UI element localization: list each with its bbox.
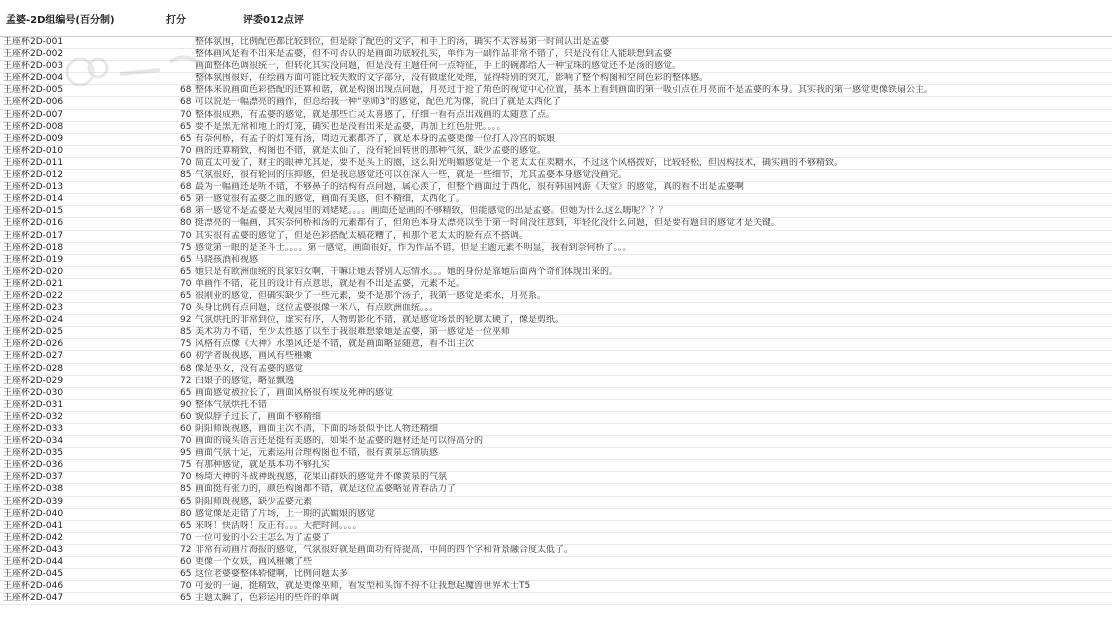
score-cell[interactable]: 70 bbox=[180, 436, 192, 447]
entry-id-cell[interactable]: 王座杯2D-039 bbox=[3, 496, 64, 507]
score-cell[interactable]: 85 bbox=[180, 484, 192, 495]
comment-cell[interactable]: 整体很成熟，有孟婆的感觉，就是那些亡灵太喜感了，仔细一看有点出戏画的太随意了点。 bbox=[195, 109, 556, 120]
comment-cell[interactable]: 整体画风是看不出来是孟婆，但不可否认的是画面功底较扎实，单作为一副作品非常不错了，只是没有让人能联想到孟婆 bbox=[195, 49, 673, 60]
entry-id-cell[interactable]: 王座杯2D-043 bbox=[3, 544, 64, 555]
table-row[interactable] bbox=[0, 327, 1112, 339]
entry-id-cell[interactable]: 王座杯2D-018 bbox=[3, 242, 64, 253]
table-row[interactable] bbox=[0, 97, 1112, 109]
comment-cell[interactable]: 一位可爱的小公主怎么为了孟婆了 bbox=[195, 532, 331, 543]
entry-id-cell[interactable]: 王座杯2D-022 bbox=[3, 290, 64, 301]
table-row[interactable] bbox=[0, 388, 1112, 400]
comment-cell[interactable]: 马晓孩酒和视感 bbox=[195, 254, 259, 265]
entry-id-cell[interactable]: 王座杯2D-001 bbox=[3, 37, 64, 47]
table-row[interactable] bbox=[0, 424, 1112, 436]
comment-cell[interactable]: 主题太瞬了，色彩运用的些许的单调 bbox=[195, 593, 340, 604]
table-row[interactable] bbox=[0, 146, 1112, 158]
comment-cell[interactable]: 整体气氛烘托不错 bbox=[195, 399, 268, 410]
table-row[interactable] bbox=[0, 460, 1112, 472]
score-cell[interactable]: 90 bbox=[180, 399, 192, 410]
score-cell[interactable]: 75 bbox=[180, 460, 192, 471]
entry-id-cell[interactable]: 王座杯2D-010 bbox=[3, 145, 64, 156]
entry-id-cell[interactable]: 王座杯2D-021 bbox=[3, 278, 64, 289]
comment-cell[interactable]: 整体氛围，比例配色都比较到位，但是除了配色的文字，和手上的汤，确实不太容易第一时间认出是孟婆 bbox=[195, 37, 610, 47]
score-cell[interactable]: 65 bbox=[180, 194, 192, 205]
table-row[interactable] bbox=[0, 400, 1112, 412]
score-cell[interactable]: 85 bbox=[180, 327, 192, 338]
score-cell[interactable]: 70 bbox=[180, 157, 192, 168]
entry-id-cell[interactable]: 王座杯2D-037 bbox=[3, 472, 64, 483]
entry-id-cell[interactable]: 王座杯2D-019 bbox=[3, 254, 64, 265]
score-cell[interactable]: 70 bbox=[180, 303, 192, 314]
table-row[interactable] bbox=[0, 315, 1112, 327]
entry-id-cell[interactable]: 王座杯2D-017 bbox=[3, 230, 64, 241]
table-row[interactable] bbox=[0, 521, 1112, 533]
table-row[interactable] bbox=[0, 182, 1112, 194]
comment-cell[interactable]: 非常有动画片海报的感觉，气氛很好就是画面功有待提高，中间的四个字和背景融合度太低了。 bbox=[195, 544, 574, 555]
comment-cell[interactable]: 阴阳师既视感，画面主次不清，下面的场景似乎比人物还精细 bbox=[195, 424, 439, 434]
table-row[interactable] bbox=[0, 339, 1112, 351]
table-row[interactable] bbox=[0, 472, 1112, 484]
comment-cell[interactable]: 像是巫女，没有孟婆的感觉 bbox=[195, 363, 304, 374]
entry-id-cell[interactable]: 王座杯2D-032 bbox=[3, 411, 64, 422]
comment-cell[interactable]: 更像一个女妖，画风稚嫩了些 bbox=[195, 557, 313, 568]
entry-id-cell[interactable]: 王座杯2D-009 bbox=[3, 133, 64, 144]
score-cell[interactable]: 60 bbox=[180, 351, 192, 362]
comment-cell[interactable]: 杨琦大神的斗战神既视感，花果山群妖的感觉并不像黄泉的气氛 bbox=[195, 472, 448, 483]
entry-id-cell[interactable]: 王座杯2D-033 bbox=[3, 424, 64, 434]
table-row[interactable] bbox=[0, 376, 1112, 388]
entry-id-cell[interactable]: 王座杯2D-020 bbox=[3, 266, 64, 277]
entry-id-cell[interactable]: 王座杯2D-005 bbox=[3, 85, 64, 96]
table-row[interactable] bbox=[0, 545, 1112, 557]
comment-cell[interactable]: 画面气氛十足，元素运用合理构图也不错，很有黄泉忘情质感 bbox=[195, 448, 439, 459]
table-row[interactable] bbox=[0, 533, 1112, 545]
entry-id-cell[interactable]: 王座杯2D-031 bbox=[3, 399, 64, 410]
comment-cell[interactable]: 画面的镜头语言还是挺有美感的，如果不是孟婆的题材还是可以得高分的 bbox=[195, 436, 484, 447]
entry-id-cell[interactable]: 王座杯2D-024 bbox=[3, 315, 64, 326]
score-cell[interactable]: 70 bbox=[180, 278, 192, 289]
table-row[interactable] bbox=[0, 243, 1112, 255]
entry-id-cell[interactable]: 王座杯2D-016 bbox=[3, 218, 64, 229]
entry-id-cell[interactable]: 王座杯2D-023 bbox=[3, 303, 64, 314]
score-cell[interactable]: 60 bbox=[180, 411, 192, 422]
score-cell[interactable]: 68 bbox=[180, 85, 192, 96]
entry-id-cell[interactable]: 王座杯2D-042 bbox=[3, 532, 64, 543]
comment-cell[interactable]: 画面挺有张力的，颜色构图都不错，就是这位孟婆略显青春活力了 bbox=[195, 484, 457, 495]
comment-cell[interactable]: 整体来说画面色彩搭配的还算和谐，就是构图出现点问题，月亮过于抢了角色的视觉中心位置，基本上看到画面的第一吸引点在月亮而不是孟婆的本身。其实我的第一感觉更像铁扇公主。 bbox=[195, 85, 934, 96]
comment-cell[interactable]: 整体氛围很好，在绘画方面可能比较失败的文字部分，没有做虚化处理，显得特别的突兀，影响了整个构图和空间色彩的整体感。 bbox=[195, 73, 709, 84]
table-row[interactable] bbox=[0, 412, 1112, 424]
table-row[interactable] bbox=[0, 436, 1112, 448]
comment-cell[interactable]: 有那种感觉，就是基本功不够扎实 bbox=[195, 460, 331, 471]
score-cell[interactable]: 70 bbox=[180, 109, 192, 120]
comment-cell[interactable]: 这位老婆婆整体轿健啊，比例问题太多 bbox=[195, 569, 349, 580]
score-cell[interactable]: 70 bbox=[180, 581, 192, 592]
comment-cell[interactable]: 她只是有欧洲血统的良家妇女啊，干嘛让她去替别人忘情水。。。她的身份是靠她后面两个奇们体现出来的。 bbox=[195, 266, 619, 277]
comment-cell[interactable]: 第一感觉不是孟婆是大观园里的刘姥姥。。。。画面还是画的不够精致，但能感觉的出是孟婆。但她为什么这么嗨呢？？？ bbox=[195, 206, 668, 217]
entry-id-cell[interactable]: 王座杯2D-007 bbox=[3, 109, 64, 120]
score-cell[interactable]: 92 bbox=[180, 315, 192, 326]
table-row[interactable] bbox=[0, 49, 1112, 61]
comment-cell[interactable]: 挺漂亮的一幅画，其实奈何桥和汤的元素都有了，但角色本身太漂亮以至于第一时间没往意到，年轻化没什么问题，但是要有题目的感觉才是关键。 bbox=[195, 218, 781, 229]
header-id-column[interactable]: 孟婆-2D组编号(百分制) bbox=[6, 15, 115, 26]
comment-cell[interactable]: 貌似脖子过长了，画面不够精细 bbox=[195, 411, 322, 422]
comment-cell[interactable]: 可以说是一幅漂亮的画作，但总给我一种“巫师3”的感觉，配色尤为像，说白了就是太西化了 bbox=[195, 97, 562, 108]
comment-cell[interactable]: 可爱的一逼，挺精致，就是更像巫师，看发型和头饰不得不让我想起魔兽世界术士T5 bbox=[195, 581, 531, 592]
comment-cell[interactable]: 来呀！快活呀！反正有。。。大把时间。。。。 bbox=[195, 520, 362, 531]
data-rows bbox=[0, 37, 1112, 605]
table-row[interactable] bbox=[0, 267, 1112, 279]
score-cell[interactable]: 60 bbox=[180, 424, 192, 434]
table-row[interactable] bbox=[0, 122, 1112, 134]
entry-id-cell[interactable]: 王座杯2D-014 bbox=[3, 194, 64, 205]
comment-cell[interactable]: 美术功力不错，至少太性感了以至于我很难想象她是孟婆，第一感觉是一位巫师 bbox=[195, 327, 511, 338]
score-cell[interactable]: 80 bbox=[180, 218, 192, 229]
score-cell[interactable]: 68 bbox=[180, 363, 192, 374]
entry-id-cell[interactable]: 王座杯2D-006 bbox=[3, 97, 64, 108]
table-row[interactable] bbox=[0, 218, 1112, 230]
score-cell[interactable]: 85 bbox=[180, 170, 192, 181]
table-row[interactable] bbox=[0, 364, 1112, 376]
entry-id-cell[interactable]: 王座杯2D-004 bbox=[3, 73, 64, 84]
entry-id-cell[interactable]: 王座杯2D-041 bbox=[3, 520, 64, 531]
comment-cell[interactable]: 画面感觉被拉长了，画面风格很有埃及死神的感觉 bbox=[195, 387, 394, 398]
score-cell[interactable]: 95 bbox=[180, 448, 192, 459]
score-cell[interactable]: 65 bbox=[180, 387, 192, 398]
entry-id-cell[interactable]: 王座杯2D-013 bbox=[3, 182, 64, 193]
table-row[interactable] bbox=[0, 593, 1112, 605]
table-row[interactable] bbox=[0, 448, 1112, 460]
score-cell[interactable]: 65 bbox=[180, 266, 192, 277]
score-cell[interactable]: 65 bbox=[180, 593, 192, 604]
comment-cell[interactable]: 阴阳师既视感，缺少孟婆元素 bbox=[195, 496, 313, 507]
comment-cell[interactable]: 风格有点像《大神》水墨风还是不错，就是画面略显随意，看不出主次 bbox=[195, 339, 475, 350]
score-cell[interactable]: 65 bbox=[180, 133, 192, 144]
table-row[interactable] bbox=[0, 255, 1112, 267]
comment-cell[interactable]: 很刚业的感觉，但确实缺少了一些元素，要不是那个汤子，我第一感觉是柔水，月亮系。 bbox=[195, 290, 547, 301]
entry-id-cell[interactable]: 王座杯2D-026 bbox=[3, 339, 64, 350]
entry-id-cell[interactable]: 王座杯2D-047 bbox=[3, 593, 64, 604]
entry-id-cell[interactable]: 王座杯2D-046 bbox=[3, 581, 64, 592]
entry-id-cell[interactable]: 王座杯2D-011 bbox=[3, 157, 64, 168]
comment-cell[interactable]: 有奈何桥，有孟子的灯笼有汤，周边元素都齐了，就是本身的孟婆更像一位打入冷宫的嫔娘 bbox=[195, 133, 556, 144]
comment-cell[interactable]: 第一感觉很有孟婆之血的感觉，画面有美感，但不精细，太西化了。 bbox=[195, 194, 466, 205]
table-row[interactable] bbox=[0, 85, 1112, 97]
score-cell[interactable]: 68 bbox=[180, 182, 192, 193]
comment-cell[interactable]: 感觉像是走错了片场，上一期的武媚娘的感觉 bbox=[195, 508, 376, 519]
entry-id-cell[interactable]: 王座杯2D-035 bbox=[3, 448, 64, 459]
score-cell[interactable]: 70 bbox=[180, 472, 192, 483]
score-cell[interactable]: 68 bbox=[180, 206, 192, 217]
table-row[interactable] bbox=[0, 206, 1112, 218]
comment-cell[interactable]: 画的还算精致，构图也不错，就是太仙了，没有轮回转世的那种气氛，缺少孟婆的感觉。 bbox=[195, 145, 547, 156]
entry-id-cell[interactable]: 王座杯2D-028 bbox=[3, 363, 64, 374]
comment-cell[interactable]: 感觉第一眼的是圣斗士。。。。第一感觉，画面很好，作为作品不错，但是主题元素不明显，我看到奈何桥了。。。 bbox=[195, 242, 632, 253]
entry-id-cell[interactable]: 王座杯2D-015 bbox=[3, 206, 64, 217]
entry-id-cell[interactable]: 王座杯2D-008 bbox=[3, 121, 64, 132]
table-row[interactable] bbox=[0, 231, 1112, 243]
entry-id-cell[interactable]: 王座杯2D-044 bbox=[3, 557, 64, 568]
table-row[interactable] bbox=[0, 509, 1112, 521]
table-row[interactable] bbox=[0, 110, 1112, 122]
table-row[interactable] bbox=[0, 569, 1112, 581]
score-cell[interactable]: 80 bbox=[180, 508, 192, 519]
score-cell[interactable]: 72 bbox=[180, 375, 192, 386]
score-cell[interactable]: 65 bbox=[180, 290, 192, 301]
table-row[interactable] bbox=[0, 279, 1112, 291]
entry-id-cell[interactable]: 王座杯2D-029 bbox=[3, 375, 64, 386]
comment-cell[interactable]: 白娘子的感觉，略显飘逸 bbox=[195, 375, 295, 386]
comment-cell[interactable]: 画面整体色调很统一，但转化其实没问题，但是没有主题任何一点特征，手上的碗都给人一种宝珠的感觉还不是汤的感觉。 bbox=[195, 61, 682, 72]
comment-cell[interactable]: 要不是黑无常和地上的灯笼，确实也是没看出来是孟婆，再加上红色肚兜。。。。 bbox=[195, 121, 506, 132]
entry-id-cell[interactable]: 王座杯2D-025 bbox=[3, 327, 64, 338]
score-cell[interactable]: 72 bbox=[180, 544, 192, 555]
comment-cell[interactable]: 气氛烘托的非常到位，虚实有序，人物剪影化不错，就是感觉场景的轮廓太硬了，像是剪纸。 bbox=[195, 315, 565, 326]
score-cell[interactable]: 65 bbox=[180, 121, 192, 132]
table-row[interactable] bbox=[0, 158, 1112, 170]
entry-id-cell[interactable]: 王座杯2D-027 bbox=[3, 351, 64, 362]
score-cell[interactable]: 65 bbox=[180, 254, 192, 265]
header-comment-column[interactable]: 评委012点评 bbox=[243, 15, 304, 26]
entry-id-cell[interactable]: 王座杯2D-002 bbox=[3, 49, 64, 60]
table-row[interactable] bbox=[0, 303, 1112, 315]
score-cell[interactable]: 75 bbox=[180, 339, 192, 350]
score-cell[interactable]: 70 bbox=[180, 230, 192, 241]
score-cell[interactable]: 60 bbox=[180, 557, 192, 568]
entry-id-cell[interactable]: 王座杯2D-034 bbox=[3, 436, 64, 447]
comment-cell[interactable]: 头身比例有点问题，这位孟婆很像一米八，有点欧洲血统。。。 bbox=[195, 303, 439, 314]
entry-id-cell[interactable]: 王座杯2D-036 bbox=[3, 460, 64, 471]
table-row[interactable] bbox=[0, 557, 1112, 569]
score-cell[interactable]: 68 bbox=[180, 97, 192, 108]
table-row[interactable] bbox=[0, 194, 1112, 206]
entry-id-cell[interactable]: 王座杯2D-012 bbox=[3, 170, 64, 181]
score-cell[interactable]: 70 bbox=[180, 532, 192, 543]
header-row bbox=[0, 0, 1112, 37]
table-row[interactable] bbox=[0, 581, 1112, 593]
header-score-column[interactable]: 打分 bbox=[166, 15, 186, 26]
comment-cell[interactable]: 单画作不错，花且的设计有点意思，就是看不出是孟婆，元素不足。 bbox=[195, 278, 466, 289]
table-row[interactable] bbox=[0, 484, 1112, 496]
entry-id-cell[interactable]: 王座杯2D-040 bbox=[3, 508, 64, 519]
score-cell[interactable]: 65 bbox=[180, 496, 192, 507]
table-row[interactable] bbox=[0, 170, 1112, 182]
entry-id-cell[interactable]: 王座杯2D-030 bbox=[3, 387, 64, 398]
score-cell[interactable]: 75 bbox=[180, 242, 192, 253]
table-row[interactable] bbox=[0, 497, 1112, 509]
score-cell[interactable]: 65 bbox=[180, 520, 192, 531]
table-row[interactable] bbox=[0, 73, 1112, 85]
comment-cell[interactable]: 其实很有孟婆的感觉了，但是色彩搭配太稿花糟了，和那个老太太的脸有点不搭调。 bbox=[195, 230, 529, 241]
comment-cell[interactable]: 最为一幅画还是听不错，不够鼻子的结构有点问题，属心羡了，但整个画面过于西化，很有韩国网游《天堂》的感觉，真的看不出是孟婆啊 bbox=[195, 182, 745, 193]
entry-id-cell[interactable]: 王座杯2D-045 bbox=[3, 569, 64, 580]
entry-id-cell[interactable]: 王座杯2D-003 bbox=[3, 61, 64, 72]
comment-cell[interactable]: 简直太可爱了，财主的眼神尤其是，要不是头上的圈，这么阳光明媚感觉是一个老太太在卖糖水，不过这个风格拨好，比较轻松，但因构技术，确实画的不够精致。 bbox=[195, 157, 844, 168]
table-row[interactable] bbox=[0, 351, 1112, 363]
score-cell[interactable]: 65 bbox=[180, 569, 192, 580]
entry-id-cell[interactable]: 王座杯2D-038 bbox=[3, 484, 64, 495]
table-row[interactable] bbox=[0, 291, 1112, 303]
table-row[interactable] bbox=[0, 134, 1112, 146]
table-row[interactable] bbox=[0, 61, 1112, 73]
score-cell[interactable]: 70 bbox=[180, 145, 192, 156]
table-row[interactable] bbox=[0, 37, 1112, 49]
comment-cell[interactable]: 气氛很好，很有轮回的压抑感，但是我总感觉还可以在深入一些，就是一些细节，尤其孟婆本身感觉没画完。 bbox=[195, 170, 628, 181]
comment-cell[interactable]: 初学者既视感，画风有些稚嫩 bbox=[195, 351, 313, 362]
